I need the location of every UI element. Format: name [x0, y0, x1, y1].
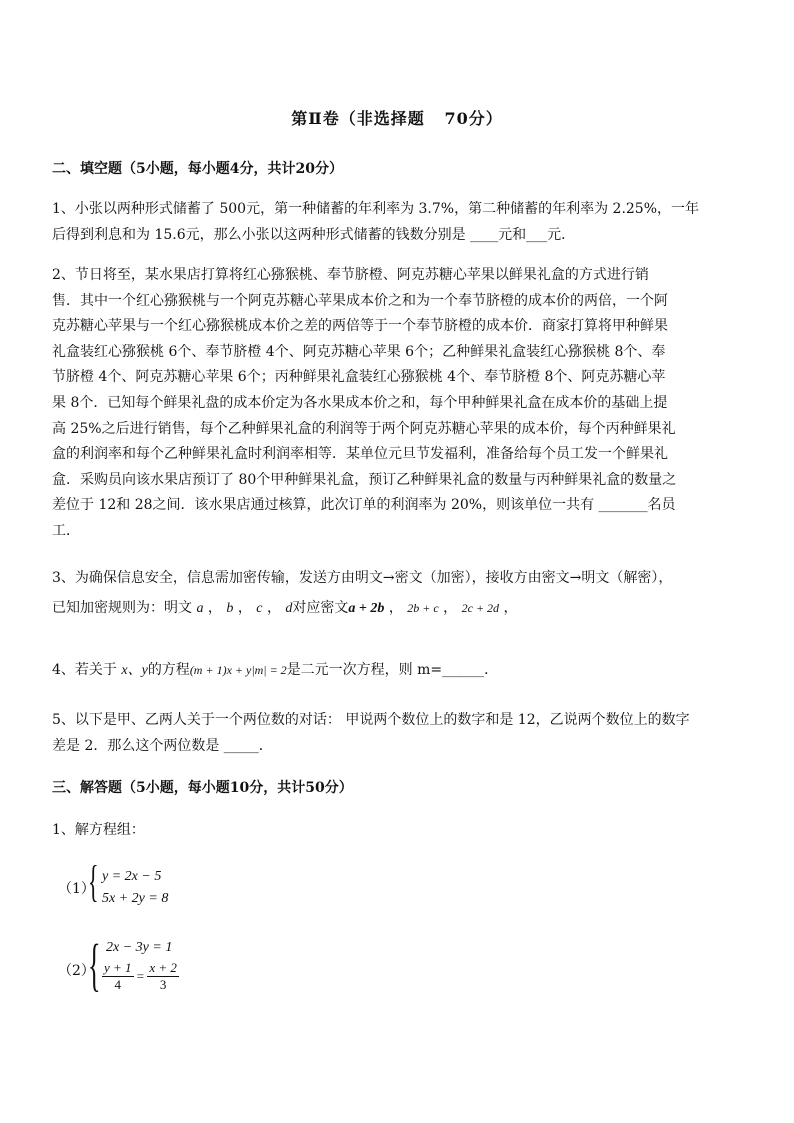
- separator: ，: [207, 599, 222, 616]
- section-heading-solve: 三、解答题（5小题，每小题10分，共计50分）: [52, 780, 353, 796]
- solve-question-1-stem: [52, 818, 764, 844]
- page-title: 第Ⅱ卷（非选择题 70分）: [291, 109, 503, 128]
- question-2-line: 工．: [52, 522, 80, 539]
- question-4-equation: (m + 1)x + y|m| = 2: [189, 663, 287, 677]
- fraction-right: [147, 960, 179, 993]
- separator: ，: [388, 599, 403, 616]
- separator: ，: [266, 599, 281, 616]
- question-1-line-1: 1、小张以两种形式储蓄了 500元，第一种储蓄的年利率为 3.7%，第二种储蓄的年利率为 2.25%，一年: [52, 201, 700, 217]
- solve-question-1-text: 1、解方程组：: [52, 822, 145, 838]
- question-3: [52, 566, 764, 621]
- question-2-line: 克苏糖心苹果与一个红心猕猴桃成本价之差的两倍等于一个奉节脐橙的成本价．商家打算将甲种鲜果: [52, 318, 668, 335]
- fraction-left-numerator: y + 1: [104, 960, 132, 975]
- question-2-line: 差位于 12和 28之间．该水果店通过核算，此次订单的利润率为 20%，则该单位一共有 _______名员: [52, 497, 676, 514]
- equals-sign: =: [136, 968, 145, 984]
- system-2-equation-1: 2x − 3y = 1: [106, 940, 173, 955]
- fraction-right-denominator: 3: [159, 977, 167, 992]
- cipher-2: 2b + c: [407, 600, 439, 615]
- plain-var-c: c: [256, 600, 263, 616]
- question-5-line-2: 差是 2．那么这个两位数是 _____．: [52, 737, 273, 754]
- system-2-equation-2: [102, 960, 179, 993]
- fraction-left-denominator: 4: [114, 977, 122, 992]
- question-2-line: 果 8个．已知每个鲜果礼盘的成本价定为各水果成本价之和，每个甲种鲜果礼盒在成本价的基础上提: [52, 394, 668, 411]
- question-5-line-1: 5、以下是甲、乙两人关于一个两位数的对话： 甲说两个数位上的数字和是 12，乙说两个数位上的数字: [52, 712, 690, 728]
- question-1: [52, 197, 764, 248]
- plain-var-d: d: [285, 600, 293, 616]
- question-4-prefix: 4、若关于: [52, 662, 117, 678]
- question-2-line: 盒．采购员向该水果店预订了 80个甲种鲜果礼盒，预订乙种鲜果礼盒的数量与丙种鲜果礼盒的数量之: [52, 471, 677, 488]
- question-2-line: 2、节日将至，某水果店打算将红心猕猴桃、奉节脐橙、阿克苏糖心苹果以鲜果礼盒的方式进行销: [52, 267, 649, 283]
- question-3-line-2: [52, 596, 764, 622]
- question-4-line: [52, 658, 764, 684]
- system-2-label: （2）: [58, 963, 95, 979]
- left-brace-icon: {: [88, 932, 101, 997]
- separator: ，: [237, 599, 252, 616]
- question-2-line: 礼盒装红心猕猴桃 6个、奉节脐橙 4个、阿克苏糖心苹果 6个；乙种鲜果礼盒装红心猕猴桃 8个、奉: [52, 343, 666, 360]
- question-2-line: 盒的利润率和每个乙种鲜果礼盒时利润率相等．某单位元旦节发福利，准备给每个员工发一个鲜果礼: [52, 446, 668, 463]
- question-3-line-1: 3、为确保信息安全，信息需加密传输，发送方由明文→密文（加密），接收方由密文→明文（解密），: [52, 570, 673, 586]
- question-4-vars: x、y: [121, 663, 148, 678]
- question-2-line: 节脐橙 4个、阿克苏糖心苹果 6个；丙种鲜果礼盒装红心猕猴桃 4个、奉节脐橙 8个、阿克苏糖心苹: [52, 369, 666, 386]
- question-2: [52, 263, 764, 545]
- question-3-mid: 对应密文: [292, 599, 349, 616]
- cipher-1: a + 2b: [348, 600, 385, 616]
- section-heading-fill-in: 二、填空题（5小题，每小题4分，共计20分）: [52, 161, 343, 177]
- question-5: [52, 708, 764, 759]
- system-1-equation-2: 5x + 2y = 8: [102, 891, 169, 906]
- system-1-label: （1）: [58, 881, 95, 897]
- fraction-left: [102, 960, 134, 993]
- question-3-prefix: 已知加密规则为：明文: [52, 599, 192, 616]
- question-4: [52, 658, 764, 684]
- plain-var-a: a: [196, 600, 204, 616]
- left-brace-icon: {: [88, 857, 99, 906]
- question-2-line: 售．其中一个红心猕猴桃与一个阿克苏糖心苹果成本价之和为一个奉节脐橙的成本价的两倍，一个阿: [52, 292, 668, 309]
- question-4-answer: m=______．: [417, 662, 499, 678]
- question-1-line-2: 后得到利息和为 15.6元，那么小张以这两种形式储蓄的钱数分别是 ____元和___元．: [52, 226, 576, 243]
- plain-var-b: b: [226, 600, 234, 616]
- separator: ，: [443, 599, 458, 616]
- separator: ，: [503, 599, 518, 616]
- fraction-right-numerator: x + 2: [149, 960, 177, 975]
- question-4-mid: 的方程: [147, 662, 190, 678]
- question-2-line: 高 25%之后进行销售，每个乙种鲜果礼盒的利润等于两个阿克苏糖心苹果的成本价，每个丙种鲜果礼: [52, 420, 676, 437]
- cipher-3: 2c + 2d: [461, 600, 500, 615]
- system-1-equation-1: y = 2x − 5: [102, 869, 162, 884]
- question-4-suffix: 是二元一次方程，则: [286, 662, 413, 678]
